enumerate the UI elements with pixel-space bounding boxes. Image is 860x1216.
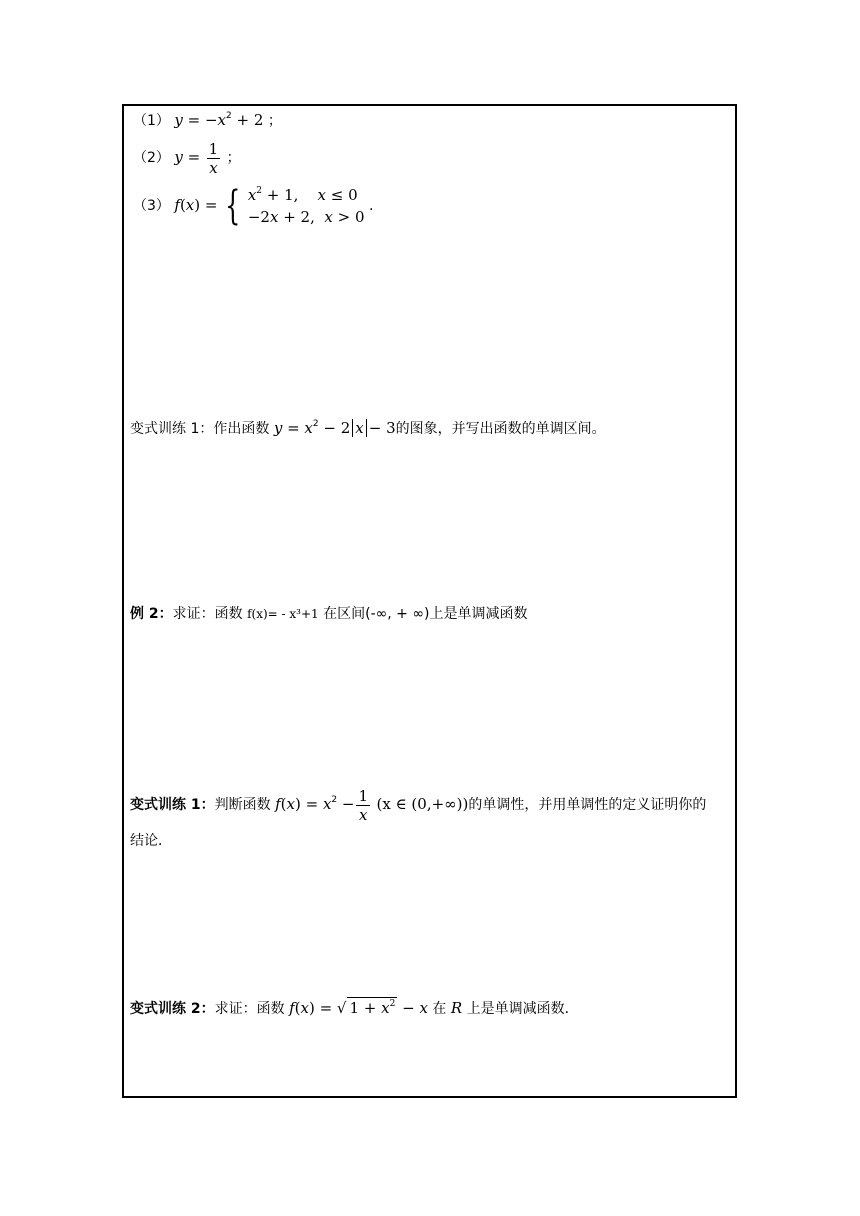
exercise-1-text2: 的图象，并写出函数的单调区间。 (395, 421, 606, 437)
exercise-2-text2: 在 (432, 1001, 447, 1017)
example-2 (130, 604, 528, 624)
content-frame (122, 104, 737, 1098)
exercise-1b (130, 784, 706, 825)
item-1-formula: y (174, 111, 183, 129)
item-3-tail: . (368, 198, 374, 214)
item-3-lhs: f (174, 196, 180, 214)
item-2-tail: ； (226, 150, 241, 166)
exercise-1b-text1: 判断函数 (214, 797, 271, 813)
exercise-1b-text2: 的单调性，并用单调性的定义证明你的 (468, 797, 707, 813)
item-2-fraction: $\frac{1}{x}$ (208, 139, 219, 177)
exercise-2-label: 变式训练 2： (130, 1001, 215, 1017)
exercise-1-text1: 作出函数 (213, 421, 270, 437)
item-1: （1） $y = -x^2 + 2$ ； (133, 111, 282, 129)
example-2-label: 例 2： (130, 606, 173, 622)
exercise-2-text1: 求证：函数 (214, 1001, 285, 1017)
item-3-label: （3） (133, 198, 170, 214)
exercise-1b-domain: (x ∈ (0,+∞)) (376, 795, 469, 813)
exercise-2 (130, 997, 579, 1019)
exercise-2-var-r: R (450, 999, 463, 1017)
item-1-tail: ； (267, 113, 282, 129)
piecewise-cases: $x^2 + 1$, x ≤ 0 −2x + 2, x > 0 (247, 186, 365, 226)
item-1-label: （1） (133, 113, 170, 129)
exercise-2-formula: f(x) = √ $1 + x^2 - x$ (289, 999, 428, 1017)
item-2: （2） y = $\frac{1}{x}$ ； (133, 139, 241, 177)
left-brace: { (225, 183, 241, 229)
example-2-text1: 求证：函数 (172, 606, 243, 622)
example-2-formula: f(x)= - x³+1 (247, 607, 319, 621)
item-2-label: （2） (133, 150, 170, 166)
exercise-1-label: 变式训练 1： (130, 421, 214, 437)
example-2-text2: 在区间(‐∞, + ∞)上是单调减函数 (323, 606, 528, 622)
exercise-1-formula: $y = x^2 - 2$ x − 3 (273, 419, 396, 437)
exercise-2-text3: 上是单调减函数． (466, 1001, 579, 1017)
item-2-lhs: y (174, 148, 183, 166)
exercise-1b-label: 变式训练 1： (130, 797, 215, 813)
exercise-1b-line2: 结论． (130, 833, 172, 849)
exercise-1 (130, 418, 606, 439)
exercise-1b-formula: $f(x) = x^2$ − $\frac{1}{x}$ (275, 786, 369, 824)
item-3: （3） f(x) = { $x^2 + 1$, x ≤ 0 −2x + 2, x > 0 . (133, 183, 374, 229)
